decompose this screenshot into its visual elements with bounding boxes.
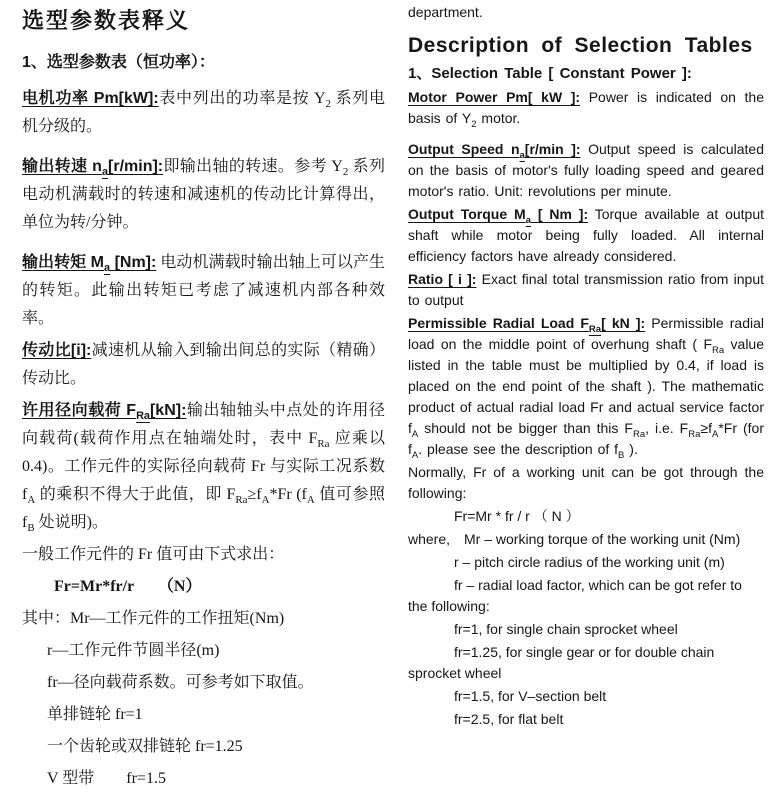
left-column bbox=[22, 6, 385, 797]
line-fr-15-cn: V 型带 fr=1.5 bbox=[47, 770, 166, 787]
line-fr-25-en: fr=2.5, for flat belt bbox=[454, 711, 564, 727]
para-radial-load-cn: 许用径向载荷 $F_{Ra}[kN]$:输出轴轴头中点处的许用径向载荷(载荷作用点在轴端处时，表中 $F_{Ra}$ 应乘以 0.4)。工作元件的实际径向载荷 Fr 与实际工况系数 $f_A$ 的乘积不得大于此值，即 $F_{Ra}\ge f_A*Fr$ ($f_A$ 值可参照 $f_B$ 处说明)。 bbox=[22, 402, 385, 535]
para-output-speed-en: Output Speed $n_a[r/\min$ ]: Output speed is calculated on the basis of motor's fully loading speed and geared motor's ratio. Unit: revolutions per minute. bbox=[408, 141, 764, 199]
line-fr-1-en: fr=1, for single chain sprocket wheel bbox=[454, 621, 678, 637]
line-fr-125-cn: 一个齿轮或双排链轮 fr=1.25 bbox=[47, 738, 243, 755]
doc-title-en: Description of Selection Tables bbox=[408, 34, 753, 57]
para-output-torque-cn: 输出转矩 $M_a$ [Nm]: 电动机满载时输出轴上可以产生的转矩。此输出转矩已考虑了减速机内部各种效率。 bbox=[22, 254, 385, 327]
left-column-blocks bbox=[22, 85, 385, 793]
formula-fr-cn: Fr=Mr*fr/r （N） bbox=[54, 578, 202, 595]
section-1-title-cn: 1、选型参数表（恒功率）： bbox=[22, 54, 215, 71]
para-output-speed-cn: 输出转速 $n_a[r/\min]$:即输出轴的转速。参考 $Y_2$ 系列电动机满载时的转速和减速机的传动比计算得出，单位为转/分钟。 bbox=[22, 158, 385, 231]
doc-title-cn: 选型参数表释义 bbox=[22, 8, 191, 33]
para-normally-en: Normally, Fr of a working unit can be got through the following: bbox=[408, 464, 764, 501]
formula-fr-en: Fr=Mr * fr / r （ N ） bbox=[454, 508, 580, 524]
line-fr-15-en: fr=1.5, for V–section belt bbox=[454, 688, 607, 704]
line-radial-factor-en: fr – radial load factor, which can be got refer to the following: bbox=[408, 577, 742, 614]
line-pitch-radius-en: r – pitch circle radius of the working unit (m) bbox=[454, 554, 725, 570]
para-ratio-cn: 传动比[i]:减速机从输入到输出间总的实际（精确）传动比。 bbox=[22, 342, 385, 387]
intro-department-text: department. bbox=[408, 4, 483, 20]
para-motor-power-cn: 电机功率 Pm[kW]:表中列出的功率是按 $Y_2$ 系列电机分级的。 bbox=[22, 90, 385, 135]
line-fr-formula-intro-cn: 一般工作元件的 Fr 值可由下式求出： bbox=[22, 546, 285, 563]
section-1-title-en: 1、Selection Table [ Constant Power ]: bbox=[408, 65, 692, 82]
right-column bbox=[408, 2, 764, 732]
line-where-cn: 其中：Mr—工作元件的工作扭矩(Nm) bbox=[22, 610, 285, 627]
right-column-blocks bbox=[408, 87, 764, 730]
para-output-torque-en: Output Torque $M_a$ [ Nm ]: Torque available at output shaft while motor being fully loaded. All internal efficiency factors have already considered. bbox=[408, 206, 765, 264]
line-where-en: where, Mr – working torque of the working unit (Nm) bbox=[408, 531, 741, 547]
line-fr-125-en: fr=1.25, for single gear or for double chain sprocket wheel bbox=[408, 644, 715, 681]
line-fr-1-cn: 单排链轮 fr=1 bbox=[47, 706, 143, 723]
para-ratio-en: Ratio [ i ]: Exact final total transmission ratio from input to output bbox=[408, 271, 765, 308]
para-motor-power-en: Motor Power Pm[ kW ]: Power is indicated on the basis of $Y_2$ motor. bbox=[408, 89, 764, 130]
para-radial-load-en: Permissible Radial Load $F_{Ra}$[ kN ]: Permissible radial load on the middle point of overhung shaft ( $F_{Ra}$ value listed in the table must be multiplied by 0.4, if load is placed on the end point of the shaft ). The mathematic product of actual radial load Fr and actual service factor $f_A$ should not be bigger than this $F_{Ra}$, i.e. $F_{Ra}\ge f_A*Fr$ (for $f_A$. please see the description of $f_B$ ). bbox=[408, 315, 765, 461]
line-radial-factor-cn: fr—径向载荷系数。可参考如下取值。 bbox=[47, 674, 314, 691]
line-pitch-radius-cn: r—工作元件节圆半径(m) bbox=[47, 642, 220, 659]
